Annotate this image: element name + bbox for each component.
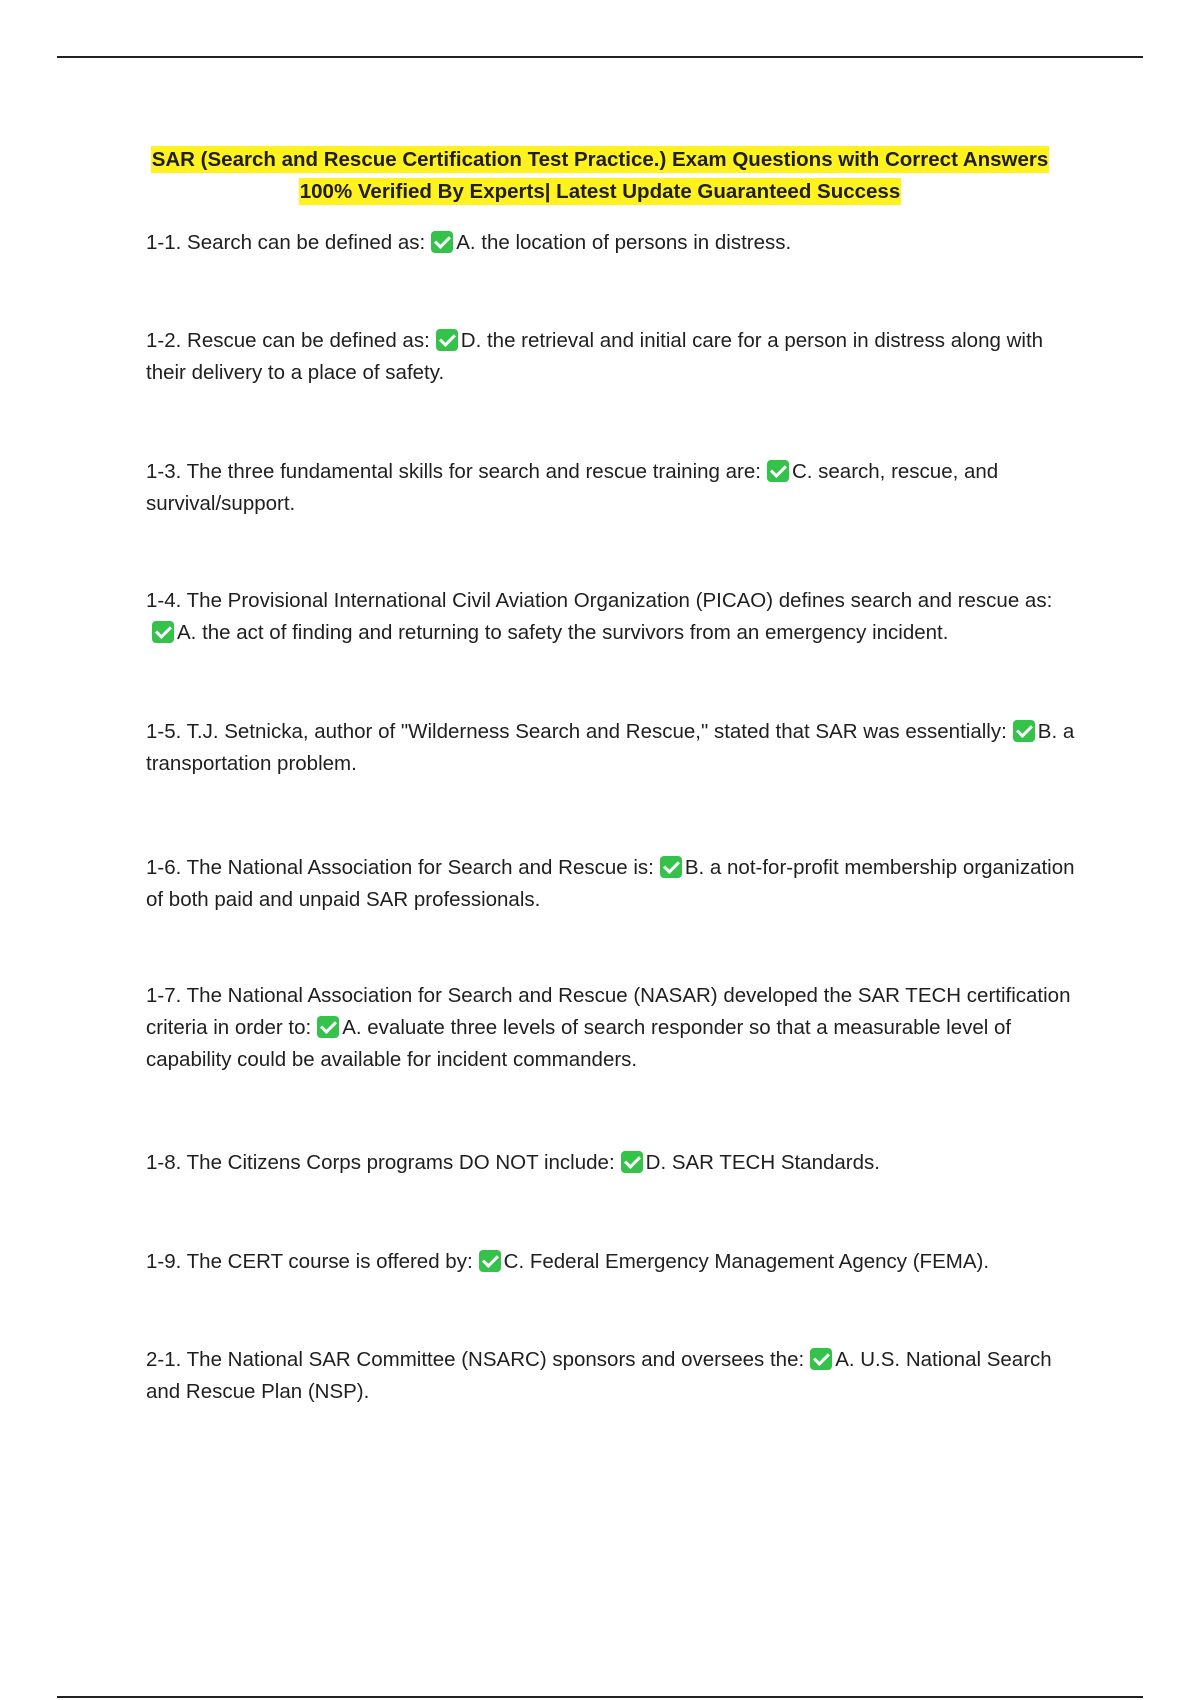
question-text: 1-8. The Citizens Corps programs DO NOT include: — [146, 1151, 615, 1174]
check-mark-icon — [431, 231, 453, 253]
question-text: 2-1. The National SAR Committee (NSARC) sponsors and oversees the: — [146, 1348, 805, 1371]
check-mark-icon — [1013, 720, 1035, 742]
check-mark-icon — [621, 1151, 643, 1173]
answer-text: D. SAR TECH Standards. — [645, 1151, 880, 1174]
bottom-rule — [57, 1696, 1143, 1698]
qa-item-1-4 — [146, 585, 1081, 649]
answer-text: A. U.S. National Search and Rescue Plan (NSP). — [146, 1348, 1052, 1403]
check-mark-icon — [660, 856, 682, 878]
answer-text: C. search, rescue, and survival/support. — [146, 460, 999, 515]
question-text: 1-6. The National Association for Search and Rescue is: — [146, 856, 654, 879]
qa-item-1-9 — [146, 1246, 1081, 1278]
check-mark-icon — [479, 1250, 501, 1272]
answer-text: B. a transportation problem. — [146, 720, 1075, 775]
qa-item-2-1 — [146, 1344, 1081, 1408]
question-text: 1-2. Rescue can be defined as: — [146, 329, 430, 352]
qa-item-1-1 — [146, 227, 1081, 259]
document-title — [120, 144, 1080, 208]
question-text: 1-4. The Provisional International Civil Aviation Organization (PICAO) defines search and rescue as: — [146, 589, 1053, 612]
answer-text: D. the retrieval and initial care for a person in distress along with their delivery to a place of safety. — [146, 329, 1044, 384]
answer-text: C. Federal Emergency Management Agency (FEMA). — [503, 1250, 990, 1273]
answer-text: A. the location of persons in distress. — [456, 231, 792, 254]
qa-item-1-5 — [146, 716, 1081, 780]
question-text: 1-5. T.J. Setnicka, author of "Wilderness Search and Rescue," stated that SAR was essentially: — [146, 720, 1007, 743]
top-rule — [57, 56, 1143, 58]
question-text: 1-9. The CERT course is offered by: — [146, 1250, 473, 1273]
check-mark-icon — [436, 329, 458, 351]
answer-text: A. the act of finding and returning to safety the survivors from an emergency incident. — [177, 621, 949, 644]
check-mark-icon — [810, 1348, 832, 1370]
check-mark-icon — [767, 460, 789, 482]
qa-item-1-3 — [146, 456, 1081, 520]
qa-item-1-7 — [146, 980, 1081, 1076]
title-line-2: 100% Verified By Experts| Latest Update Guaranteed Success — [299, 180, 901, 203]
answer-text: A. evaluate three levels of search responder so that a measurable level of capability could be available for incident commanders. — [146, 1016, 1012, 1071]
question-text: 1-1. Search can be defined as: — [146, 231, 426, 254]
qa-item-1-6 — [146, 852, 1081, 916]
question-text: 1-7. The National Association for Search and Rescue (NASAR) developed the SAR TECH certification criteria in order to: — [146, 984, 1071, 1039]
question-text: 1-3. The three fundamental skills for search and rescue training are: — [146, 460, 761, 483]
check-mark-icon — [152, 621, 174, 643]
check-mark-icon — [317, 1016, 339, 1038]
qa-item-1-8 — [146, 1147, 1081, 1179]
title-line-1: SAR (Search and Rescue Certification Test Practice.) Exam Questions with Correct Answers — [151, 148, 1049, 171]
qa-item-1-2 — [146, 325, 1081, 389]
answer-text: B. a not-for-profit membership organization of both paid and unpaid SAR professionals. — [146, 856, 1075, 911]
